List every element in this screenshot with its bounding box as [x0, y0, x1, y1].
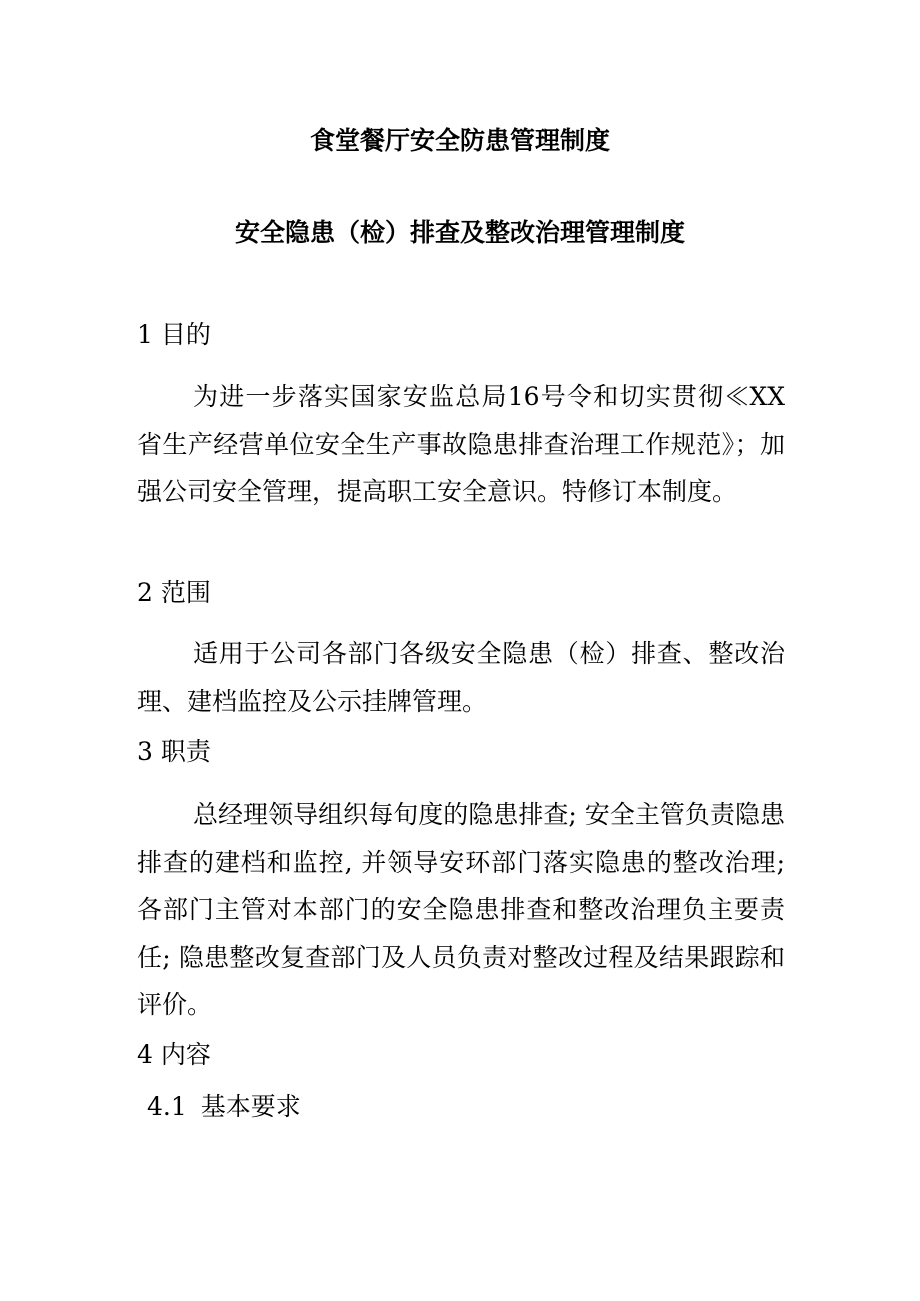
- section-body-scope: 适用于公司各部门各级安全隐患（检）排查、整改治理、建档监控及公示挂牌管理。: [137, 639, 785, 716]
- section-heading-purpose: 1 目的: [137, 320, 211, 349]
- subsection-heading-basic-requirements: [147, 1090, 301, 1124]
- document-subtitle: 安全隐患（检）排查及整改治理管理制度: [234, 218, 685, 247]
- subsection-label: 基本要求: [200, 1092, 301, 1121]
- section-heading-responsibilities: 3 职责: [137, 737, 211, 766]
- section-heading-scope: 2 范围: [137, 578, 211, 607]
- document-title: 食堂餐厅安全防患管理制度: [309, 126, 610, 155]
- section-body-responsibilities: 总经理领导组织每旬度的隐患排查; 安全主管负责隐患排查的建档和监控, 并领导安环部门落实隐患的整改治理; 各部门主管对本部门的安全隐患排查和整改治理负主要责任; 隐患整改复查部门及人员负责对整改过程及结果跟踪和评价。: [137, 800, 785, 1019]
- section-heading-content: 4 内容: [137, 1040, 211, 1069]
- section-body-purpose: 为进一步落实国家安监总局16号令和切实贯彻≪XX省生产经营单位安全生产事故隐患排查治理工作规范》；加强公司安全管理，提高职工安全意识。特修订本制度。: [137, 382, 785, 506]
- subsection-number: 4.1: [147, 1092, 187, 1121]
